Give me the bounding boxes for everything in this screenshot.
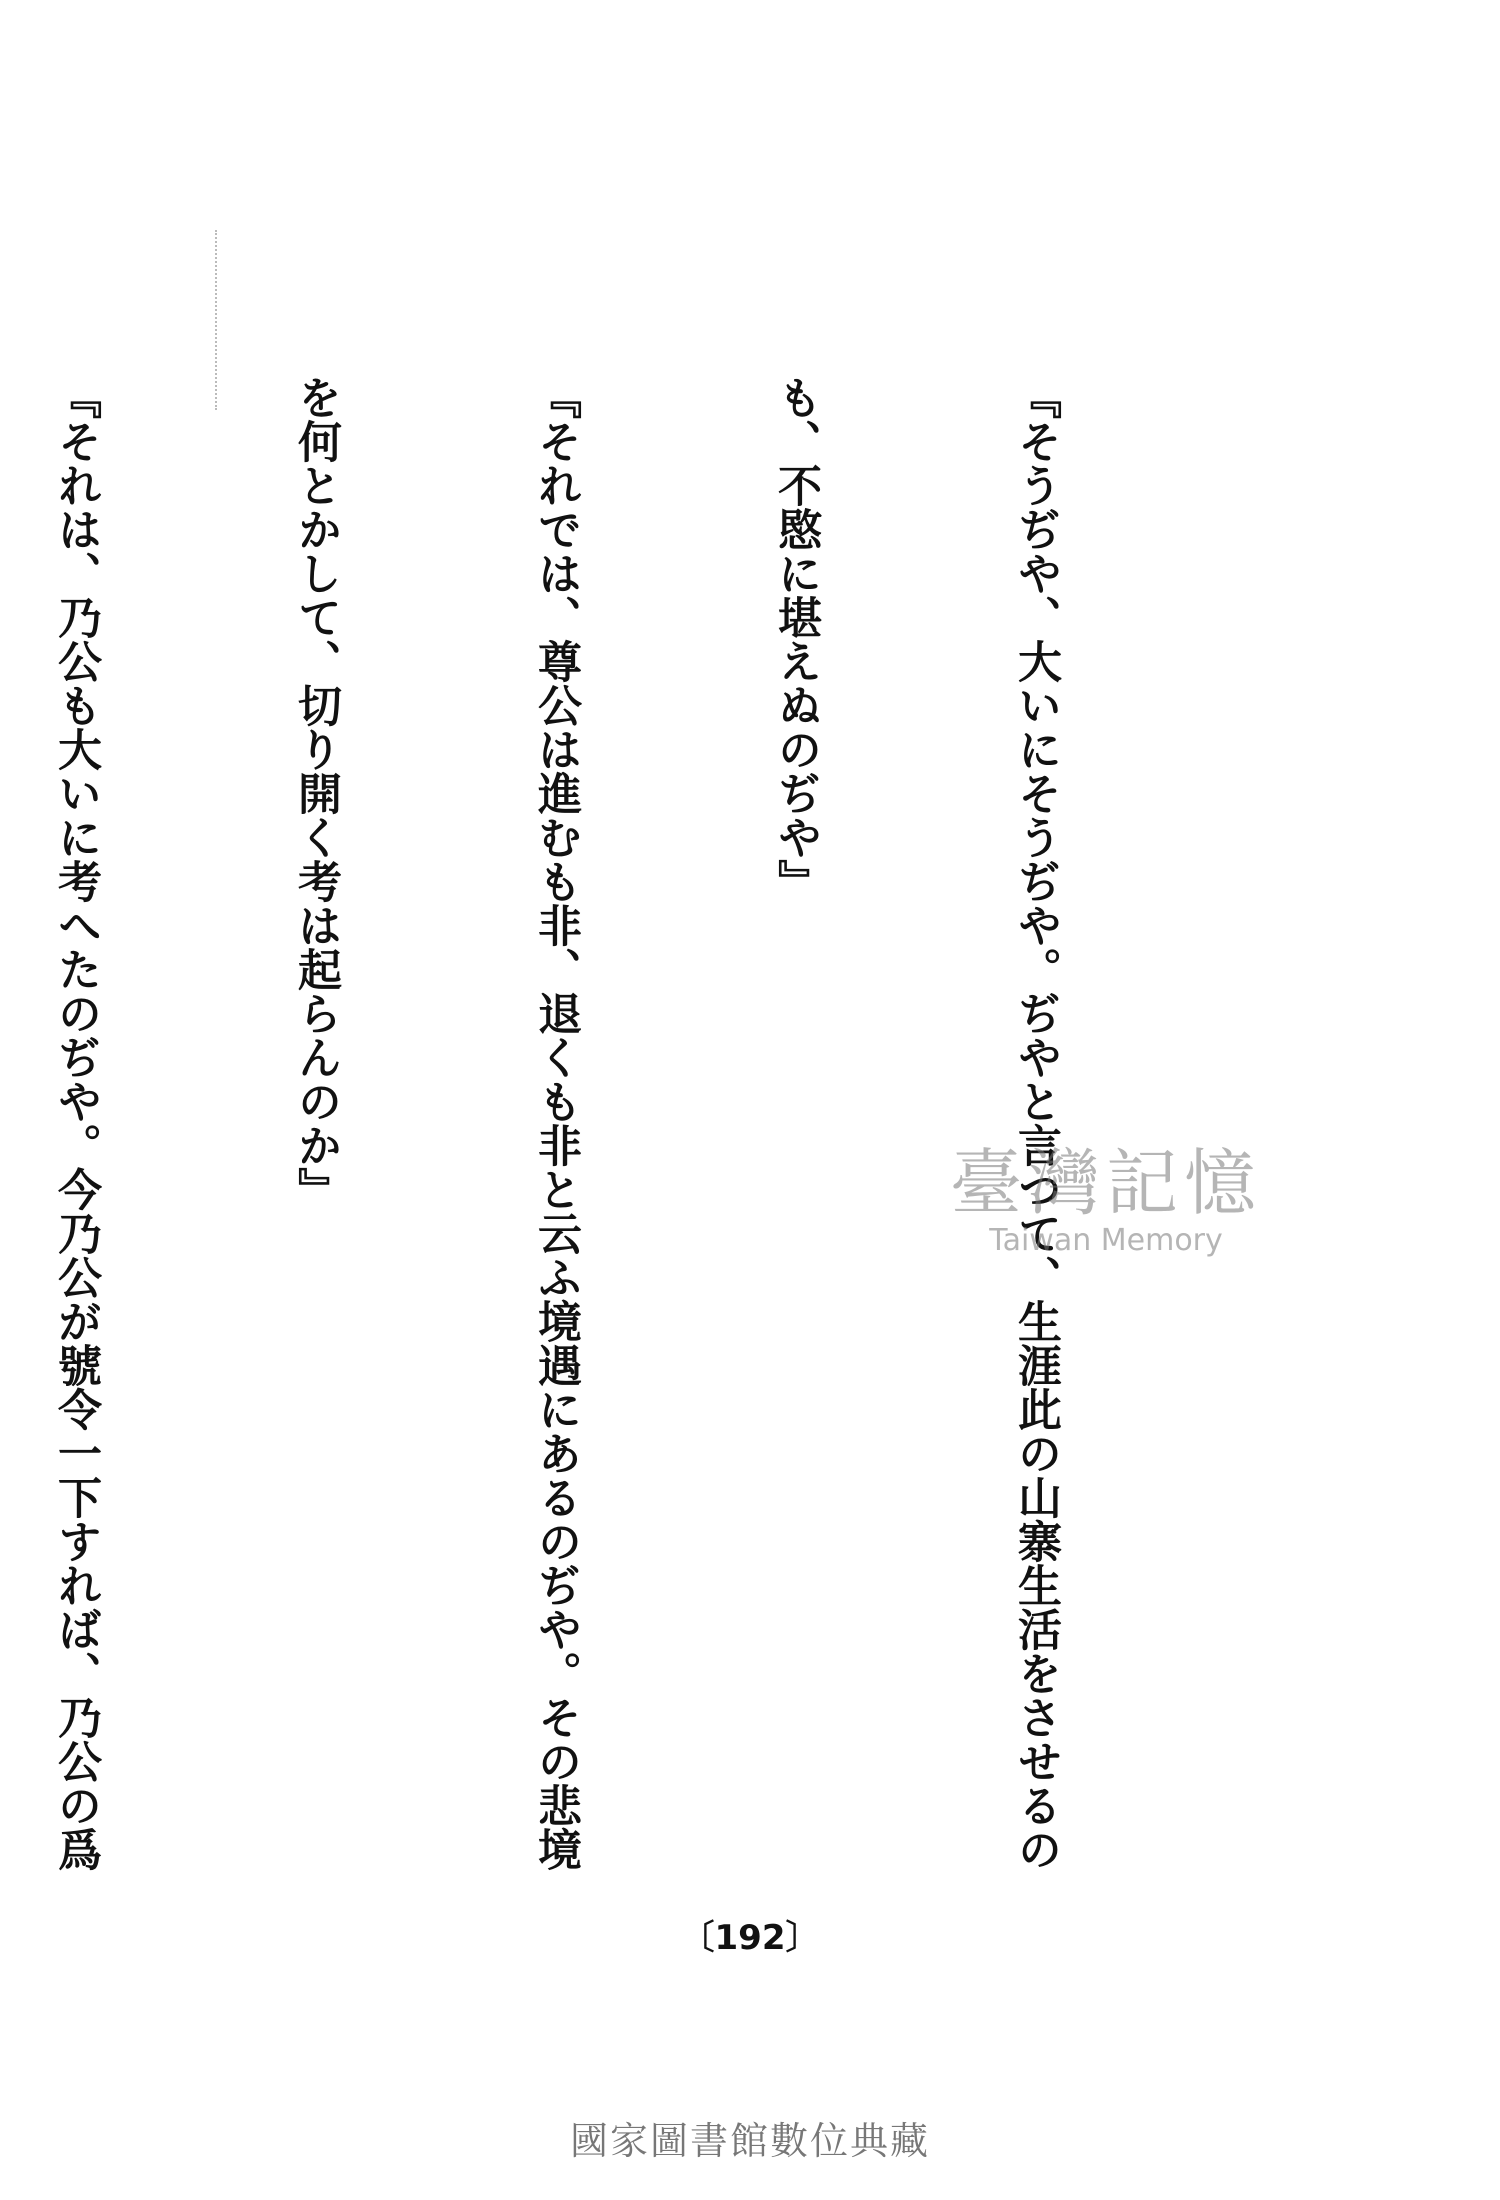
watermark-chinese: 臺灣記憶 xyxy=(950,1141,1263,1225)
page-number: 〔192〕 xyxy=(680,1918,820,1958)
text-column-2: も、不愍に堪えぬのぢや』 xyxy=(770,375,821,903)
text-column-3: 『それでは、尊公は進むも非、退くも非と云ふ境遇にあるのぢや。その悲境 xyxy=(530,375,581,1871)
text-column-5: 『それは、乃公も大いに考へたのぢや。今乃公が號令一下すれば、乃公の爲 xyxy=(50,375,101,1871)
text-column-1: 『そうぢや、大いにそうぢや。ぢやと言つて、生涯此の山寨生活をさせるの xyxy=(1010,375,1061,1871)
text-column-4: を何とかして、切り開く考は起らんのか』 xyxy=(290,375,341,1211)
taiwan-memory-watermark xyxy=(950,1125,1262,1258)
watermark-english: Taiwan Memory xyxy=(989,1223,1223,1258)
footer-credit: 國家圖書館數位典藏 xyxy=(569,2119,930,2163)
